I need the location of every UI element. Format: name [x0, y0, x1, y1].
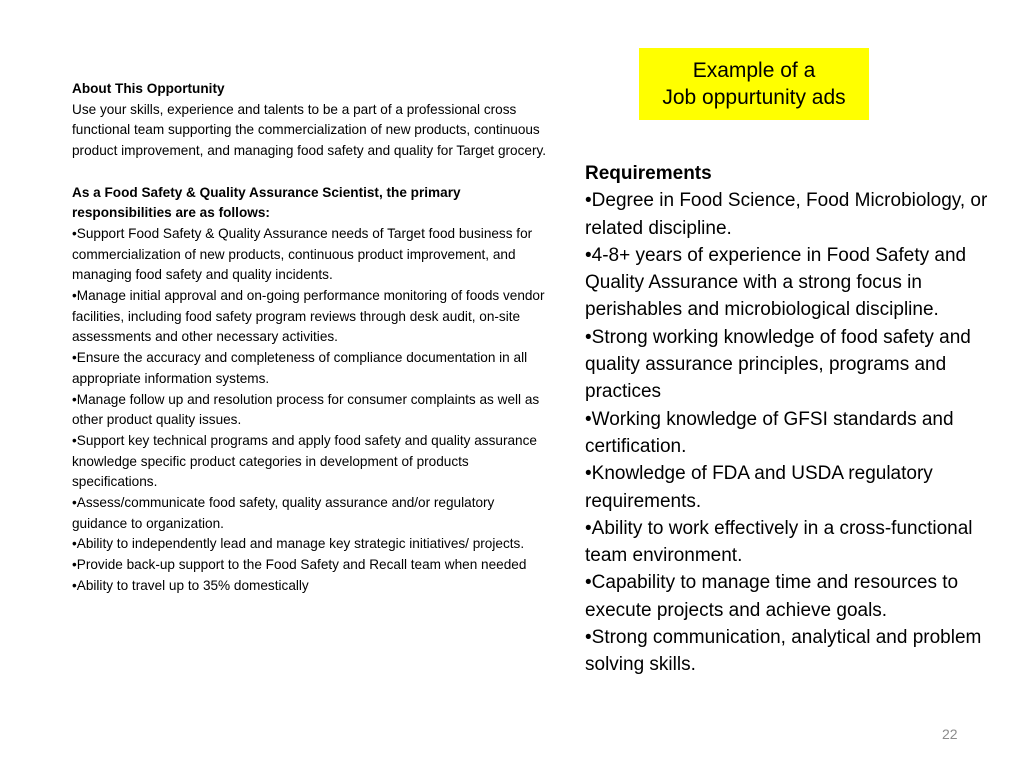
about-heading: About This Opportunity	[72, 81, 225, 96]
responsibilities-heading: As a Food Safety & Quality Assurance Scientist, the primary responsibilities are as follows:	[72, 184, 461, 221]
title-line-1: Example of a	[692, 59, 816, 82]
responsibility-item: •Ability to independently lead and manage key strategic initiatives/ projects.	[72, 536, 525, 552]
responsibility-item: •Provide back-up support to the Food Safety and Recall team when needed	[72, 557, 527, 573]
responsibility-item: •Manage initial approval and on-going performance monitoring of foods vendor facilities, including food safety program reviews through desk audit, on-site assessments and other necessary activities.	[72, 288, 545, 345]
requirement-item: •4-8+ years of experience in Food Safety and Quality Assurance with a strong focus in perishables and microbiological discipline.	[585, 244, 967, 321]
title-line-2: Job oppurtunity ads	[662, 86, 846, 109]
page-number: 22	[942, 726, 958, 742]
requirements-heading: Requirements	[585, 163, 712, 184]
responsibility-item: •Support Food Safety & Quality Assurance needs of Target food business for commercialization of new products, continuous product improvement, and managing food safety and quality incidents.	[72, 225, 533, 283]
requirements-column	[585, 160, 995, 679]
paragraph-spacer	[72, 162, 552, 183]
requirement-item: •Ability to work effectively in a cross-functional team environment.	[585, 517, 973, 567]
requirement-item: •Working knowledge of GFSI standards and certification.	[585, 408, 954, 457]
requirement-item: •Capability to manage time and resources to execute projects and achieve goals.	[585, 572, 959, 621]
responsibility-item: •Manage follow up and resolution process for consumer complaints as well as other product quality issues.	[72, 391, 540, 428]
responsibility-item: •Ability to travel up to 35% domestically	[72, 577, 309, 593]
requirement-item: •Degree in Food Science, Food Microbiology, or related discipline.	[585, 190, 988, 239]
requirement-item: •Strong working knowledge of food safety and quality assurance principles, programs and practices	[585, 326, 971, 403]
requirements-list	[585, 187, 995, 678]
about-text: Use your skills, experience and talents to be a part of a professional cross functional team supporting the commercialization of new products, continuous product improvement, and managing food safety and quality for Target grocery.	[72, 101, 547, 159]
requirement-item: •Strong communication, analytical and problem solving skills.	[585, 627, 982, 676]
responsibility-item: •Support key technical programs and apply food safety and quality assurance knowledge specific product categories in development of products specifications.	[72, 432, 537, 490]
responsibility-item: •Assess/communicate food safety, quality assurance and/or regulatory guidance to organization.	[72, 495, 495, 531]
title-box	[639, 48, 869, 120]
responsibility-item: •Ensure the accuracy and completeness of compliance documentation in all appropriate information systems.	[72, 350, 528, 386]
responsibilities-list	[72, 224, 552, 597]
requirement-item: •Knowledge of FDA and USDA regulatory requirements.	[585, 463, 933, 512]
job-description-column	[72, 79, 552, 597]
